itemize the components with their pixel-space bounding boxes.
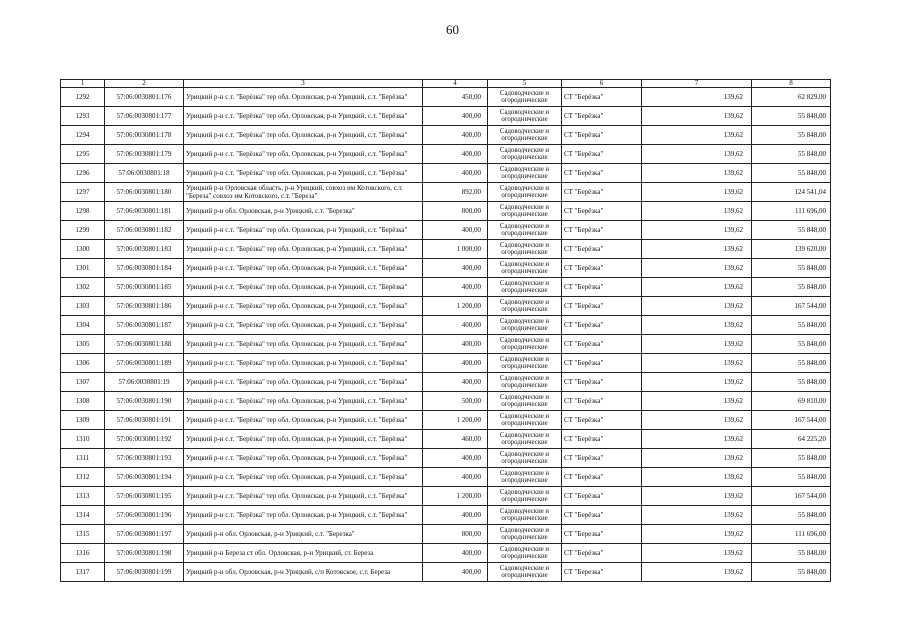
address-cell: Урицкий р-н с.т. "Берёзка" тер обл. Орловская, р-н Урицкий, с.т. "Берёзка" (184, 487, 423, 506)
area-cell: 400,00 (423, 278, 488, 297)
area-cell: 1 000,00 (423, 240, 488, 259)
area-cell: 460,00 (423, 430, 488, 449)
row-number: 1312 (61, 468, 105, 487)
cadastral-number: 57:06:0030801:178 (105, 126, 184, 145)
value-cell: 55 848,00 (752, 316, 831, 335)
table-header (61, 80, 831, 88)
rate-cell: 139,62 (642, 449, 752, 468)
row-number: 1299 (61, 221, 105, 240)
area-cell: 450,00 (423, 88, 488, 107)
column-header: 5 (488, 80, 562, 88)
address-cell: Урицкий р-н Орловская область, р-н Урицкий, совхоз им Котовского, с.т. "Береза" совхоз им Котовского, с.т. "Береза" (184, 183, 423, 202)
land-use-cell: Садоводческие и огороднические (488, 430, 562, 449)
address-cell: Урицкий р-н с.т. "Берёзка" тер обл. Орловская, р-н Урицкий, с.т. "Берёзка" (184, 506, 423, 525)
row-number: 1298 (61, 202, 105, 221)
rate-cell: 139,62 (642, 487, 752, 506)
table-row (61, 487, 831, 506)
area-cell: 400,00 (423, 544, 488, 563)
cooperative-cell: СТ "Берёзка" (562, 107, 642, 126)
column-header: 1 (61, 80, 105, 88)
cooperative-cell: СТ "Берёзка" (562, 202, 642, 221)
row-number: 1293 (61, 107, 105, 126)
column-header: 3 (184, 80, 423, 88)
address-cell: Урицкий р-н обл. Орловская, р-н Урицкий, с.т. "Березка" (184, 202, 423, 221)
rate-cell: 139,62 (642, 202, 752, 221)
land-use-cell: Садоводческие и огороднические (488, 88, 562, 107)
address-cell: Урицкий р-н обл. Орловская, р-н Урицкий, с.т. "Березка" (184, 525, 423, 544)
cadastral-number: 57:06:0030801:197 (105, 525, 184, 544)
cadastral-number: 57:06:0030801:186 (105, 297, 184, 316)
value-cell: 111 696,00 (752, 525, 831, 544)
cadastral-number: 57:06:0030801:188 (105, 335, 184, 354)
value-cell: 69 810,00 (752, 392, 831, 411)
land-use-cell: Садоводческие и огороднические (488, 449, 562, 468)
cooperative-cell: СТ "Берёзка" (562, 259, 642, 278)
table-row (61, 430, 831, 449)
land-use-cell: Садоводческие и огороднические (488, 487, 562, 506)
cadastral-number: 57:06:0030801:18 (105, 164, 184, 183)
cadastral-number: 57:06:0030801:193 (105, 449, 184, 468)
row-number: 1309 (61, 411, 105, 430)
cooperative-cell: СТ "Берёзка" (562, 145, 642, 164)
address-cell: Урицкий р-н обл. Орловская, р-н Урицкий, с/п Котовское, с.т. Береза (184, 563, 423, 582)
table-row (61, 392, 831, 411)
cadastral-number: 57:06:0030801:180 (105, 183, 184, 202)
value-cell: 167 544,00 (752, 411, 831, 430)
row-number: 1305 (61, 335, 105, 354)
value-cell: 55 848,00 (752, 544, 831, 563)
address-cell: Урицкий р-н с.т. "Берёзка" тер обл. Орловская, р-н Урицкий, с.т. "Берёзка" (184, 297, 423, 316)
table-row (61, 468, 831, 487)
table-row (61, 202, 831, 221)
value-cell: 55 848,00 (752, 164, 831, 183)
rate-cell: 139,62 (642, 468, 752, 487)
cooperative-cell: СТ "Берёзка" (562, 164, 642, 183)
address-cell: Урицкий р-н с.т. "Берёзка" тер обл. Орловская, р-н Урицкий, с.т. "Берёзка" (184, 164, 423, 183)
cadastral-number: 57:06:0030801:196 (105, 506, 184, 525)
cadastral-number: 57:06:0030801:192 (105, 430, 184, 449)
row-number: 1307 (61, 373, 105, 392)
land-use-cell: Садоводческие и огороднические (488, 221, 562, 240)
table-row (61, 506, 831, 525)
cadastral-number: 57:06:0030801:190 (105, 392, 184, 411)
rate-cell: 139,62 (642, 278, 752, 297)
area-cell: 400,00 (423, 145, 488, 164)
cadastral-number: 57:06:0030801:189 (105, 354, 184, 373)
value-cell: 55 848,00 (752, 335, 831, 354)
address-cell: Урицкий р-н с.т. "Берёзка" тер обл. Орловская, р-н Урицкий, с.т. "Берёзка" (184, 221, 423, 240)
value-cell: 55 848,00 (752, 506, 831, 525)
row-number: 1304 (61, 316, 105, 335)
table-row (61, 164, 831, 183)
table-row (61, 259, 831, 278)
row-number: 1313 (61, 487, 105, 506)
cadastral-number: 57:06:0030801:194 (105, 468, 184, 487)
rate-cell: 139,62 (642, 126, 752, 145)
address-cell: Урицкий р-н с.т. "Берёзка" тер обл. Орловская, р-н Урицкий, с.т. "Берёзка" (184, 392, 423, 411)
area-cell: 1 200,00 (423, 487, 488, 506)
table-row (61, 373, 831, 392)
cooperative-cell: СТ "Берёзка" (562, 183, 642, 202)
area-cell: 400,00 (423, 316, 488, 335)
value-cell: 55 848,00 (752, 354, 831, 373)
value-cell: 139 620,00 (752, 240, 831, 259)
row-number: 1294 (61, 126, 105, 145)
land-use-cell: Садоводческие и огороднические (488, 354, 562, 373)
address-cell: Урицкий р-н с.т. "Берёзка" тер обл. Орловская, р-н Урицкий, с.т. "Берёзка" (184, 88, 423, 107)
address-cell: Урицкий р-н с.т. "Берёзка" тер обл. Орловская, р-н Урицкий, с.т. "Берёзка" (184, 411, 423, 430)
row-number: 1300 (61, 240, 105, 259)
rate-cell: 139,62 (642, 373, 752, 392)
cooperative-cell: СТ "Берёзка" (562, 354, 642, 373)
cooperative-cell: СТ "Берёзка" (562, 316, 642, 335)
value-cell: 64 225,20 (752, 430, 831, 449)
value-cell: 55 848,00 (752, 468, 831, 487)
value-cell: 55 848,00 (752, 563, 831, 582)
value-cell: 55 848,00 (752, 145, 831, 164)
cooperative-cell: СТ "Берёзка" (562, 430, 642, 449)
area-cell: 500,00 (423, 392, 488, 411)
land-use-cell: Садоводческие и огороднические (488, 506, 562, 525)
address-cell: Урицкий р-н с.т. "Берёзка" тер обл. Орловская, р-н Урицкий, с.т. "Берёзка" (184, 335, 423, 354)
rate-cell: 139,62 (642, 107, 752, 126)
table-row (61, 525, 831, 544)
area-cell: 1 200,00 (423, 411, 488, 430)
area-cell: 800,00 (423, 202, 488, 221)
land-use-cell: Садоводческие и огороднические (488, 525, 562, 544)
cooperative-cell: СТ "Берёзка" (562, 373, 642, 392)
cooperative-cell: СТ "Берёзка" (562, 240, 642, 259)
address-cell: Урицкий р-н с.т. "Берёзка" тер обл. Орловская, р-н Урицкий, с.т. "Берёзка" (184, 126, 423, 145)
area-cell: 400,00 (423, 506, 488, 525)
value-cell: 167 544,00 (752, 297, 831, 316)
row-number: 1308 (61, 392, 105, 411)
cadastral-number: 57:06:0030801:195 (105, 487, 184, 506)
row-number: 1316 (61, 544, 105, 563)
row-number: 1301 (61, 259, 105, 278)
land-use-cell: Садоводческие и огороднические (488, 468, 562, 487)
value-cell: 55 848,00 (752, 373, 831, 392)
value-cell: 124 541,04 (752, 183, 831, 202)
area-cell: 400,00 (423, 468, 488, 487)
cooperative-cell: СТ "Березка" (562, 525, 642, 544)
cadastral-number: 57:06:0030801:191 (105, 411, 184, 430)
row-number: 1302 (61, 278, 105, 297)
address-cell: Урицкий р-н с.т. "Берёзка" тер обл. Орловская, р-н Урицкий, с.т. "Берёзка" (184, 316, 423, 335)
address-cell: Урицкий р-н с.т. "Берёзка" тер обл. Орловская, р-н Урицкий, с.т. "Берёзка" (184, 373, 423, 392)
land-use-cell: Садоводческие и огороднические (488, 183, 562, 202)
area-cell: 400,00 (423, 221, 488, 240)
cooperative-cell: СТ "Березка" (562, 563, 642, 582)
cadastral-number: 57:06:0030801:177 (105, 107, 184, 126)
row-number: 1296 (61, 164, 105, 183)
table-row (61, 544, 831, 563)
land-use-cell: Садоводческие и огороднические (488, 297, 562, 316)
column-header: 7 (642, 80, 752, 88)
cooperative-cell: СТ "Берёзка" (562, 88, 642, 107)
cooperative-cell: СТ "Берёзка" (562, 468, 642, 487)
cadastral-number: 57:06:0030801:198 (105, 544, 184, 563)
rate-cell: 139,62 (642, 145, 752, 164)
table-row (61, 88, 831, 107)
area-cell: 892,00 (423, 183, 488, 202)
area-cell: 400,00 (423, 107, 488, 126)
row-number: 1317 (61, 563, 105, 582)
table-row (61, 240, 831, 259)
table-row (61, 449, 831, 468)
cadastral-number: 57:06:0030801:199 (105, 563, 184, 582)
value-cell: 55 848,00 (752, 126, 831, 145)
rate-cell: 139,62 (642, 88, 752, 107)
rate-cell: 139,62 (642, 506, 752, 525)
column-header: 2 (105, 80, 184, 88)
land-use-cell: Садоводческие и огороднические (488, 164, 562, 183)
address-cell: Урицкий р-н с.т. "Берёзка" тер обл. Орловская, р-н Урицкий, с.т. "Берёзка" (184, 468, 423, 487)
cadastral-number: 57:06:0030801:185 (105, 278, 184, 297)
land-use-cell: Садоводческие и огороднические (488, 335, 562, 354)
land-use-cell: Садоводческие и огороднические (488, 278, 562, 297)
address-cell: Урицкий р-н с.т. "Берёзка" тер обл. Орловская, р-н Урицкий, с.т. "Берёзка" (184, 430, 423, 449)
row-number: 1295 (61, 145, 105, 164)
table-row (61, 354, 831, 373)
table-body (61, 88, 831, 582)
cadastral-number: 57:06:0030801:183 (105, 240, 184, 259)
cooperative-cell: СТ "Берёзка" (562, 411, 642, 430)
land-use-cell: Садоводческие и огороднические (488, 126, 562, 145)
table-row (61, 316, 831, 335)
land-use-cell: Садоводческие и огороднические (488, 373, 562, 392)
table-row (61, 221, 831, 240)
cooperative-cell: СТ "Берёзка" (562, 297, 642, 316)
rate-cell: 139,62 (642, 392, 752, 411)
row-number: 1292 (61, 88, 105, 107)
value-cell: 111 696,00 (752, 202, 831, 221)
area-cell: 400,00 (423, 126, 488, 145)
rate-cell: 139,62 (642, 411, 752, 430)
land-use-cell: Садоводческие и огороднические (488, 202, 562, 221)
rate-cell: 139,62 (642, 259, 752, 278)
rate-cell: 139,62 (642, 354, 752, 373)
area-cell: 400,00 (423, 164, 488, 183)
row-number: 1306 (61, 354, 105, 373)
table-row (61, 183, 831, 202)
value-cell: 167 544,00 (752, 487, 831, 506)
table-row (61, 335, 831, 354)
land-use-cell: Садоводческие и огороднические (488, 145, 562, 164)
table-row (61, 297, 831, 316)
rate-cell: 139,62 (642, 164, 752, 183)
cooperative-cell: СТ "Берёзка" (562, 506, 642, 525)
cadastral-number: 57:06:0030801:184 (105, 259, 184, 278)
land-use-cell: Садоводческие и огороднические (488, 411, 562, 430)
row-number: 1310 (61, 430, 105, 449)
cooperative-cell: СТ "Берёзка" (562, 487, 642, 506)
address-cell: Урицкий р-н Береза ст обл. Орловская, р-н Урицкий, ст. Береза (184, 544, 423, 563)
cadastral-number: 57:06:0030801:187 (105, 316, 184, 335)
table-row (61, 411, 831, 430)
area-cell: 400,00 (423, 335, 488, 354)
cooperative-cell: СТ "Берёзка" (562, 449, 642, 468)
rate-cell: 139,62 (642, 430, 752, 449)
land-use-cell: Садоводческие и огороднические (488, 259, 562, 278)
land-use-cell: Садоводческие и огороднические (488, 107, 562, 126)
rate-cell: 139,62 (642, 316, 752, 335)
row-number: 1314 (61, 506, 105, 525)
area-cell: 400,00 (423, 259, 488, 278)
row-number: 1297 (61, 183, 105, 202)
address-cell: Урицкий р-н с.т. "Берёзка" тер обл. Орловская, р-н Урицкий, с.т. "Берёзка" (184, 240, 423, 259)
land-use-cell: Садоводческие и огороднические (488, 563, 562, 582)
value-cell: 55 848,00 (752, 221, 831, 240)
rate-cell: 139,62 (642, 221, 752, 240)
table-row (61, 107, 831, 126)
cadastral-number: 57:06:0030801:182 (105, 221, 184, 240)
cooperative-cell: СТ "Берёзка" (562, 544, 642, 563)
area-cell: 400,00 (423, 373, 488, 392)
cooperative-cell: СТ "Берёзка" (562, 392, 642, 411)
address-cell: Урицкий р-н с.т. "Берёзка" тер обл. Орловская, р-н Урицкий, с.т. "Берёзка" (184, 278, 423, 297)
address-cell: Урицкий р-н с.т. "Берёзка" тер обл. Орловская, р-н Урицкий, с.т. "Берёзка" (184, 354, 423, 373)
cooperative-cell: СТ "Берёзка" (562, 278, 642, 297)
cadastral-number: 57:06:0030801:19 (105, 373, 184, 392)
address-cell: Урицкий р-н с.т. "Берёзка" тер обл. Орловская, р-н Урицкий, с.т. "Берёзка" (184, 107, 423, 126)
cadastral-number: 57:06:0030801:181 (105, 202, 184, 221)
cadastral-number: 57:06:0030801:179 (105, 145, 184, 164)
land-use-cell: Садоводческие и огороднические (488, 316, 562, 335)
rate-cell: 139,62 (642, 563, 752, 582)
land-use-cell: Садоводческие и огороднические (488, 544, 562, 563)
rate-cell: 139,62 (642, 525, 752, 544)
address-cell: Урицкий р-н с.т. "Берёзка" тер обл. Орловская, р-н Урицкий, с.т. "Берёзка" (184, 259, 423, 278)
column-header: 6 (562, 80, 642, 88)
area-cell: 400,00 (423, 449, 488, 468)
rate-cell: 139,62 (642, 240, 752, 259)
value-cell: 55 848,00 (752, 278, 831, 297)
value-cell: 55 848,00 (752, 259, 831, 278)
cooperative-cell: СТ "Берёзка" (562, 126, 642, 145)
page-number: 60 (446, 22, 459, 37)
land-registry-table (60, 79, 831, 582)
column-header: 8 (752, 80, 831, 88)
area-cell: 400,00 (423, 563, 488, 582)
column-number-row (61, 80, 831, 88)
column-header: 4 (423, 80, 488, 88)
row-number: 1315 (61, 525, 105, 544)
value-cell: 55 848,00 (752, 107, 831, 126)
value-cell: 62 829,00 (752, 88, 831, 107)
rate-cell: 139,62 (642, 183, 752, 202)
row-number: 1311 (61, 449, 105, 468)
area-cell: 800,00 (423, 525, 488, 544)
address-cell: Урицкий р-н с.т. "Берёзка" тер обл. Орловская, р-н Урицкий, с.т. "Берёзка" (184, 449, 423, 468)
land-use-cell: Садоводческие и огороднические (488, 240, 562, 259)
rate-cell: 139,62 (642, 544, 752, 563)
area-cell: 1 200,00 (423, 297, 488, 316)
table-row (61, 145, 831, 164)
cooperative-cell: СТ "Берёзка" (562, 335, 642, 354)
area-cell: 400,00 (423, 354, 488, 373)
table-row (61, 278, 831, 297)
table-row (61, 126, 831, 145)
rate-cell: 139,62 (642, 335, 752, 354)
table-row (61, 563, 831, 582)
address-cell: Урицкий р-н с.т. "Берёзка" тер обл. Орловская, р-н Урицкий, с.т. "Берёзка" (184, 145, 423, 164)
cadastral-number: 57:06:0030801:176 (105, 88, 184, 107)
land-use-cell: Садоводческие и огороднические (488, 392, 562, 411)
row-number: 1303 (61, 297, 105, 316)
rate-cell: 139,62 (642, 297, 752, 316)
value-cell: 55 848,00 (752, 449, 831, 468)
cooperative-cell: СТ "Берёзка" (562, 221, 642, 240)
